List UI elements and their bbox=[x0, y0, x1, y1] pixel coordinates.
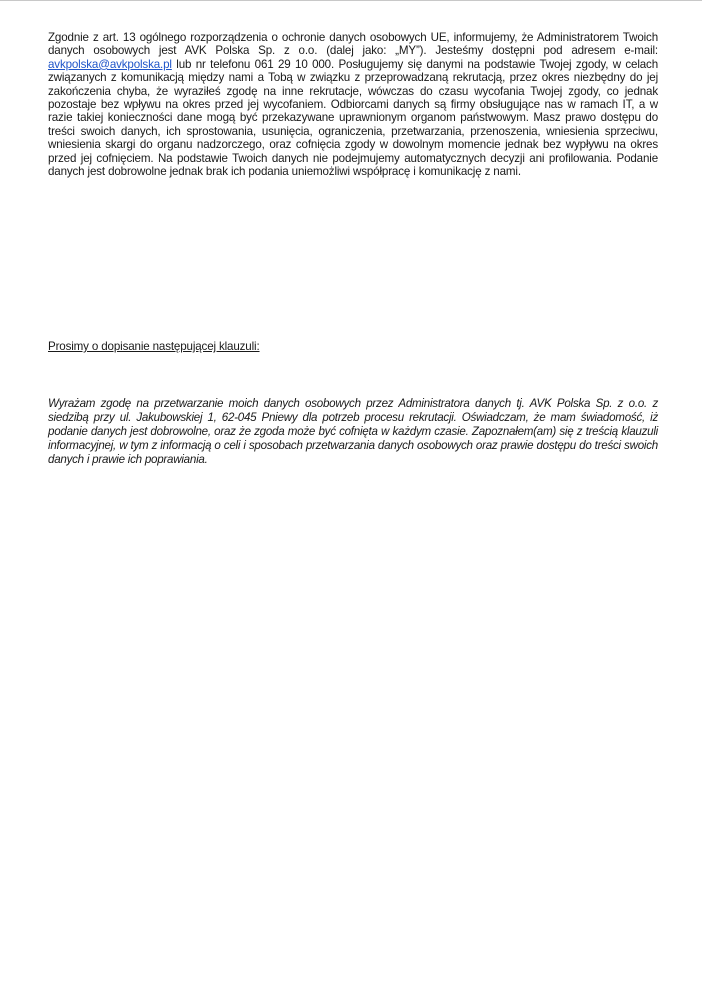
clause-heading: Prosimy o dopisanie następującej klauzuli: bbox=[48, 340, 260, 353]
info-paragraph-part1: Zgodnie z art. 13 ogólnego rozporządzenia o ochronie danych osobowych UE, informujemy, że Administratorem Twoich danych osobowych jest AVK Polska Sp. z o.o. (dalej jako: „MY”). Jesteśmy dostępni pod adresem e-mail: bbox=[48, 31, 658, 58]
consent-clause: Wyrażam zgodę na przetwarzanie moich danych osobowych przez Administratora danych tj. AVK Polska Sp. z o.o. z siedzibą przy ul. Jakubowskiej 1, 62-045 Pniewy dla potrzeb procesu rekrutacji. Oświadczam, że mam świadomość, iż podanie danych jest dobrowolne, oraz że zgoda może być cofnięta w każdym czasie. Zapoznałem(am) się z treścią klauzuli informacyjnej, w tym z informacją o celi i sposobach przetwarzania danych osobowych oraz prawie dostępu do treści swoich danych i prawie ich poprawiania. bbox=[48, 397, 658, 466]
email-link[interactable]: avkpolska@avkpolska.pl bbox=[48, 57, 172, 71]
page-top-border bbox=[0, 0, 702, 1]
info-paragraph bbox=[48, 31, 658, 178]
document-page bbox=[48, 31, 658, 466]
info-paragraph-part2: lub nr telefonu 061 29 10 000. Posługujemy się danymi na podstawie Twojej zgody, w celach związanych z komunikacją między nami a Tobą w związku z przeprowadzaną rekrutacją, przez okres niezbędny do jej zakończenia chyba, że wyraziłeś zgodę na inne rekrutacje, wówczas do czasu wycofania Twojej zgody, co jednak pozostaje bez wpływu na okres przed jej wycofaniem. Odbiorcami danych są firmy obsługujące nas w ramach IT, a w razie takiej konieczności dane mogą być przekazywane uprawnionym organom państwowym. Masz prawo dostępu do treści swoich danych, ich sprostowania, usunięcia, ograniczenia, przetwarzania, przenoszenia, wniesienia sprzeciwu, wniesienia skargi do organu nadzorczego, oraz cofnięcia zgody w dowolnym momencie jednak bez wypływu na okres przed jej cofnięciem. Na podstawie Twoich danych nie podejmujemy automatycznych decyzji ani profilowania. Podanie danych jest dobrowolne jednak brak ich podania uniemożliwi współpracę i komunikację z nami. bbox=[48, 57, 658, 179]
